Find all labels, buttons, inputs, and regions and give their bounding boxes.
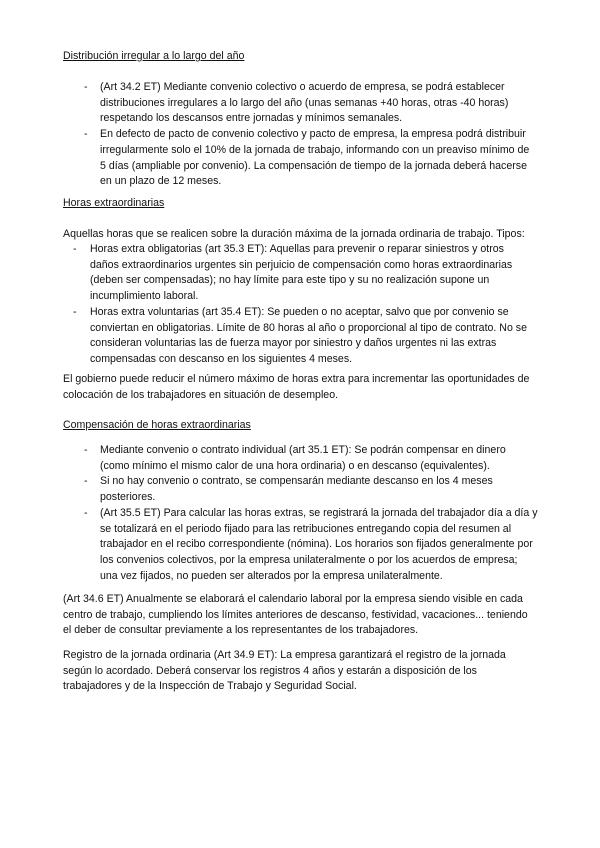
text-line: irregularmente solo el 10% de la jornada de trabajo, informando con un preaviso mínimo de [100,143,530,156]
registro-jornada-paragraph [63,648,563,695]
text-line: una vez fijados, no pueden ser alterados por la empresa unilateralmente. [100,569,443,582]
list-item [73,242,527,305]
horas-closing [63,372,563,403]
text-line: los convenios colectivos, por la empresa unilateralmente o por los acuerdos de empresa; [100,553,518,566]
text-line: colocación de los trabajadores en situación de desempleo. [63,388,339,401]
text-line: conviertan en obligatorias. Límite de 80 horas al año o proporcional al tipo de contrato. No se [90,321,527,334]
list-item [84,506,538,585]
section-heading-compensacion: Compensación de horas extraordinarias [63,419,251,431]
text-line: Aquellas horas que se realicen sobre la duración máxima de la jornada ordinaria de trabajo. Tipos: [63,228,525,240]
text-line: En defecto de pacto de convenio colectivo y pacto de empresa, la empresa podrá distribuir [100,128,526,141]
text-line: se totalizará en el periodo fijado para las retribuciones entregando copia del resumen al [100,522,512,535]
distribucion-list [84,80,530,190]
list-item [84,474,538,505]
text-line: (Art 34.2 ET) Mediante convenio colectivo o acuerdo de empresa, se podrá establecer [100,81,505,93]
text-line: respetando los descansos entre jornadas y mínimos semanales. [100,112,403,125]
horas-intro [63,227,563,243]
list-item [84,127,530,190]
text-line: daños extraordinarios urgentes sin perjuicio de compensación como horas extraordinarias [90,258,513,271]
dash-bullet: - [84,444,88,456]
dash-bullet: - [84,81,88,93]
list-item [84,80,529,127]
calendario-laboral-paragraph [63,592,563,639]
section-heading-distribucion: Distribución irregular a lo largo del año [63,50,245,62]
text-line: posteriores. [100,491,156,504]
text-line: distribuciones irregulares a lo largo del año (unas semanas +40 horas, otras -40 horas) [100,96,509,109]
text-line: según lo acordado. Deberá conservar los registros 4 años y estarán a disposición de los [63,664,477,677]
horas-types-list [73,242,527,368]
text-line: El gobierno puede reducir el número máximo de horas extra para incrementar las oportunidades de [63,373,530,385]
text-line: Mediante convenio o contrato individual (art 35.1 ET): Se podrán compensar en dinero [100,444,506,456]
dash-bullet: - [73,243,77,255]
text-line: centro de trabajo, cumpliendo los límites anteriores de descanso, festividad, vacaciones... teniendo [63,608,528,621]
dash-bullet: - [84,128,88,141]
text-line: incumplimiento laboral. [90,290,199,303]
dash-bullet: - [84,506,88,519]
text-line: Si no hay convenio o contrato, se compensarán mediante descanso en los 4 meses [100,475,493,488]
section-heading-horas-extraordinarias: Horas extraordinarias [63,197,165,209]
text-line: (Art 35.5 ET) Para calcular las horas extras, se registrará la jornada del trabajador día a día y [100,506,538,519]
text-line: (Art 34.6 ET) Anualmente se elaborará el calendario laboral por la empresa siendo visible en cada [63,593,523,605]
text-line: Horas extra voluntarias (art 35.4 ET): Se pueden o no aceptar, salvo que por convenio se [90,305,509,318]
compensacion-list [84,443,538,584]
list-item [84,443,538,474]
text-line: trabajadores y de la Inspección de Trabajo y Seguridad Social. [63,680,357,693]
text-line: 5 días (ampliable por convenio). La compensación de tiempo de la jornada deberá hacerse [100,159,527,172]
text-line: el deber de consultar previamente a los representantes de los trabajadores. [63,624,419,637]
text-line: (deben ser compensadas); no hay límite para este tipo y su no realización supone un [90,274,490,287]
dash-bullet: - [84,475,88,488]
text-line: trabajador en el recibo correspondiente (nómina). Los horarios son fijados generalmente por [100,538,533,551]
list-item [73,305,527,368]
dash-bullet: - [73,305,77,318]
text-line: Registro de la jornada ordinaria (Art 34.9 ET): La empresa garantizará el registro de la jornada [63,649,506,661]
text-line: compensadas con descanso en los siguientes 4 meses. [90,352,353,365]
text-line: en un plazo de 12 meses. [100,175,222,188]
text-line: consideran voluntarias las de fuerza mayor por siniestro y daños urgentes ni las extras [90,337,497,350]
text-line: (como mínimo el mismo calor de una hora ordinaria) o en descanso (equivalentes). [100,459,490,472]
text-line: Horas extra obligatorias (art 35.3 ET): Aquellas para prevenir o reparar siniestros y otros [90,243,504,255]
